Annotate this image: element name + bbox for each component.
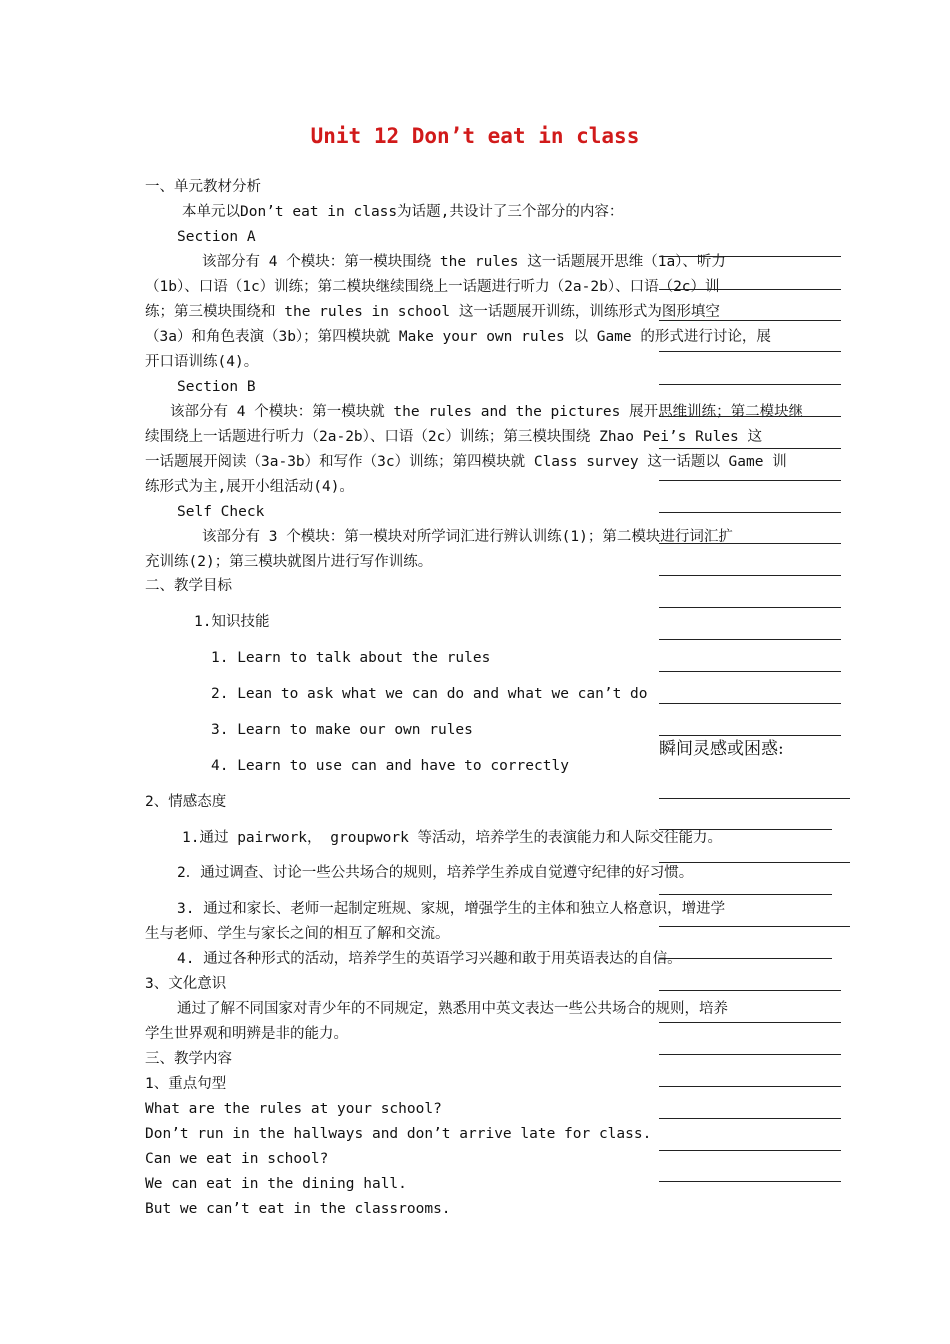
text-line: Section A: [177, 229, 256, 245]
note-rule-line: [659, 448, 841, 449]
text-line: 2、情感态度: [145, 794, 227, 810]
side-note-label: 瞬间灵感或困惑:: [659, 739, 784, 759]
text-line: 1.知识技能: [194, 614, 270, 630]
text-line: Don’t run in the hallways and don’t arrive late for class.: [145, 1126, 652, 1142]
text-line: What are the rules at your school?: [145, 1101, 442, 1117]
text-line: 1. Learn to talk about the rules: [211, 650, 491, 666]
text-line: 2. Lean to ask what we can do and what we can’t do: [211, 686, 648, 702]
note-rule-line: [659, 512, 841, 513]
text-line: 该部分有 4 个模块：第一模块围绕 the rules 这一话题展开思维（1a）、听力: [202, 254, 726, 270]
note-rule-line: [659, 351, 841, 352]
text-line: 一话题展开阅读（3a-3b）和写作（3c）训练；第四模块就 Class survey 这一话题以 Game 训: [145, 454, 787, 470]
note-rule-line: [659, 798, 850, 799]
text-line: 4. Learn to use can and have to correctly: [211, 758, 569, 774]
page-title: Unit 12 Don’t eat in class: [310, 124, 640, 148]
text-line: 通过了解不同国家对青少年的不同规定，熟悉用中英文表达一些公共场合的规则，培养: [177, 1001, 728, 1017]
text-line: 三、教学内容: [145, 1051, 232, 1067]
note-rule-line: [659, 320, 841, 321]
text-line: 该部分有 3 个模块：第一模块对所学词汇进行辨认训练(1)；第二模块进行词汇扩: [202, 529, 733, 545]
text-line: 练；第三模块围绕和 the rules in school 这一话题展开训练，训练形式为图形填空: [145, 304, 720, 320]
text-line: 3. Learn to make our own rules: [211, 722, 473, 738]
note-rule-line: [659, 384, 841, 385]
note-rule-line: [659, 1086, 841, 1087]
note-rule-line: [659, 1022, 841, 1023]
text-line: We can eat in the dining hall.: [145, 1176, 407, 1192]
note-rule-line: [659, 289, 841, 290]
note-rule-line: [659, 1054, 841, 1055]
text-line: 二、教学目标: [145, 578, 232, 594]
text-line: 充训练(2)；第三模块就图片进行写作训练。: [145, 554, 433, 570]
note-rule-line: [659, 480, 841, 481]
text-line: Section B: [177, 379, 256, 395]
note-rule-line: [659, 735, 841, 736]
note-rule-line: [659, 829, 832, 830]
text-line: 开口语训练(4)。: [145, 354, 259, 370]
text-line: （1b）、口语（1c）训练；第二模块继续围绕上一话题进行听力（2a-2b）、口语（2c）训: [145, 279, 720, 295]
note-rule-line: [659, 894, 832, 895]
text-line: （3a）和角色表演（3b）；第四模块就 Make your own rules 以 Game 的形式进行讨论，展: [145, 329, 771, 345]
note-rule-line: [659, 703, 841, 704]
note-rule-line: [659, 671, 841, 672]
note-rule-line: [659, 543, 841, 544]
note-rule-line: [659, 862, 850, 863]
text-line: 3、文化意识: [145, 976, 227, 992]
note-rule-line: [659, 256, 841, 257]
text-line: But we can’t eat in the classrooms.: [145, 1201, 451, 1217]
text-line: Self Check: [177, 504, 265, 520]
text-line: 2．通过调查、讨论一些公共场合的规则，培养学生养成自觉遵守纪律的好习惯。: [177, 865, 694, 881]
note-rule-line: [659, 639, 841, 640]
text-line: 4. 通过各种形式的活动，培养学生的英语学习兴趣和敢于用英语表达的自信。: [177, 951, 682, 967]
note-rule-line: [659, 990, 841, 991]
text-line: 本单元以Don’t eat in class为话题,共设计了三个部分的内容：: [182, 204, 624, 220]
note-rule-line: [659, 575, 841, 576]
text-line: 3. 通过和家长、老师一起制定班规、家规，增强学生的主体和独立人格意识，增进学: [177, 901, 726, 917]
text-line: 1、重点句型: [145, 1076, 227, 1092]
text-line: 生与老师、学生与家长之间的相互了解和交流。: [145, 926, 450, 942]
note-rule-line: [659, 1118, 841, 1119]
text-line: 一、单元教材分析: [145, 179, 261, 195]
note-rule-line: [659, 416, 841, 417]
note-rule-line: [659, 1150, 841, 1151]
note-rule-line: [659, 607, 841, 608]
text-line: 学生世界观和明辨是非的能力。: [145, 1026, 348, 1042]
text-line: 1.通过 pairwork， groupwork 等活动，培养学生的表演能力和人际交往能力。: [182, 830, 723, 846]
text-line: 该部分有 4 个模块：第一模块就 the rules and the pictures 展开思维训练；第二模块继: [170, 404, 804, 420]
text-line: 练形式为主,展开小组活动(4)。: [145, 479, 354, 495]
text-line: 续围绕上一话题进行听力（2a-2b）、口语（2c）训练；第三模块围绕 Zhao Pei’s Rules 这: [145, 429, 762, 445]
note-rule-line: [659, 1181, 841, 1182]
note-rule-line: [659, 926, 850, 927]
note-rule-line: [659, 958, 832, 959]
text-line: Can we eat in school?: [145, 1151, 329, 1167]
